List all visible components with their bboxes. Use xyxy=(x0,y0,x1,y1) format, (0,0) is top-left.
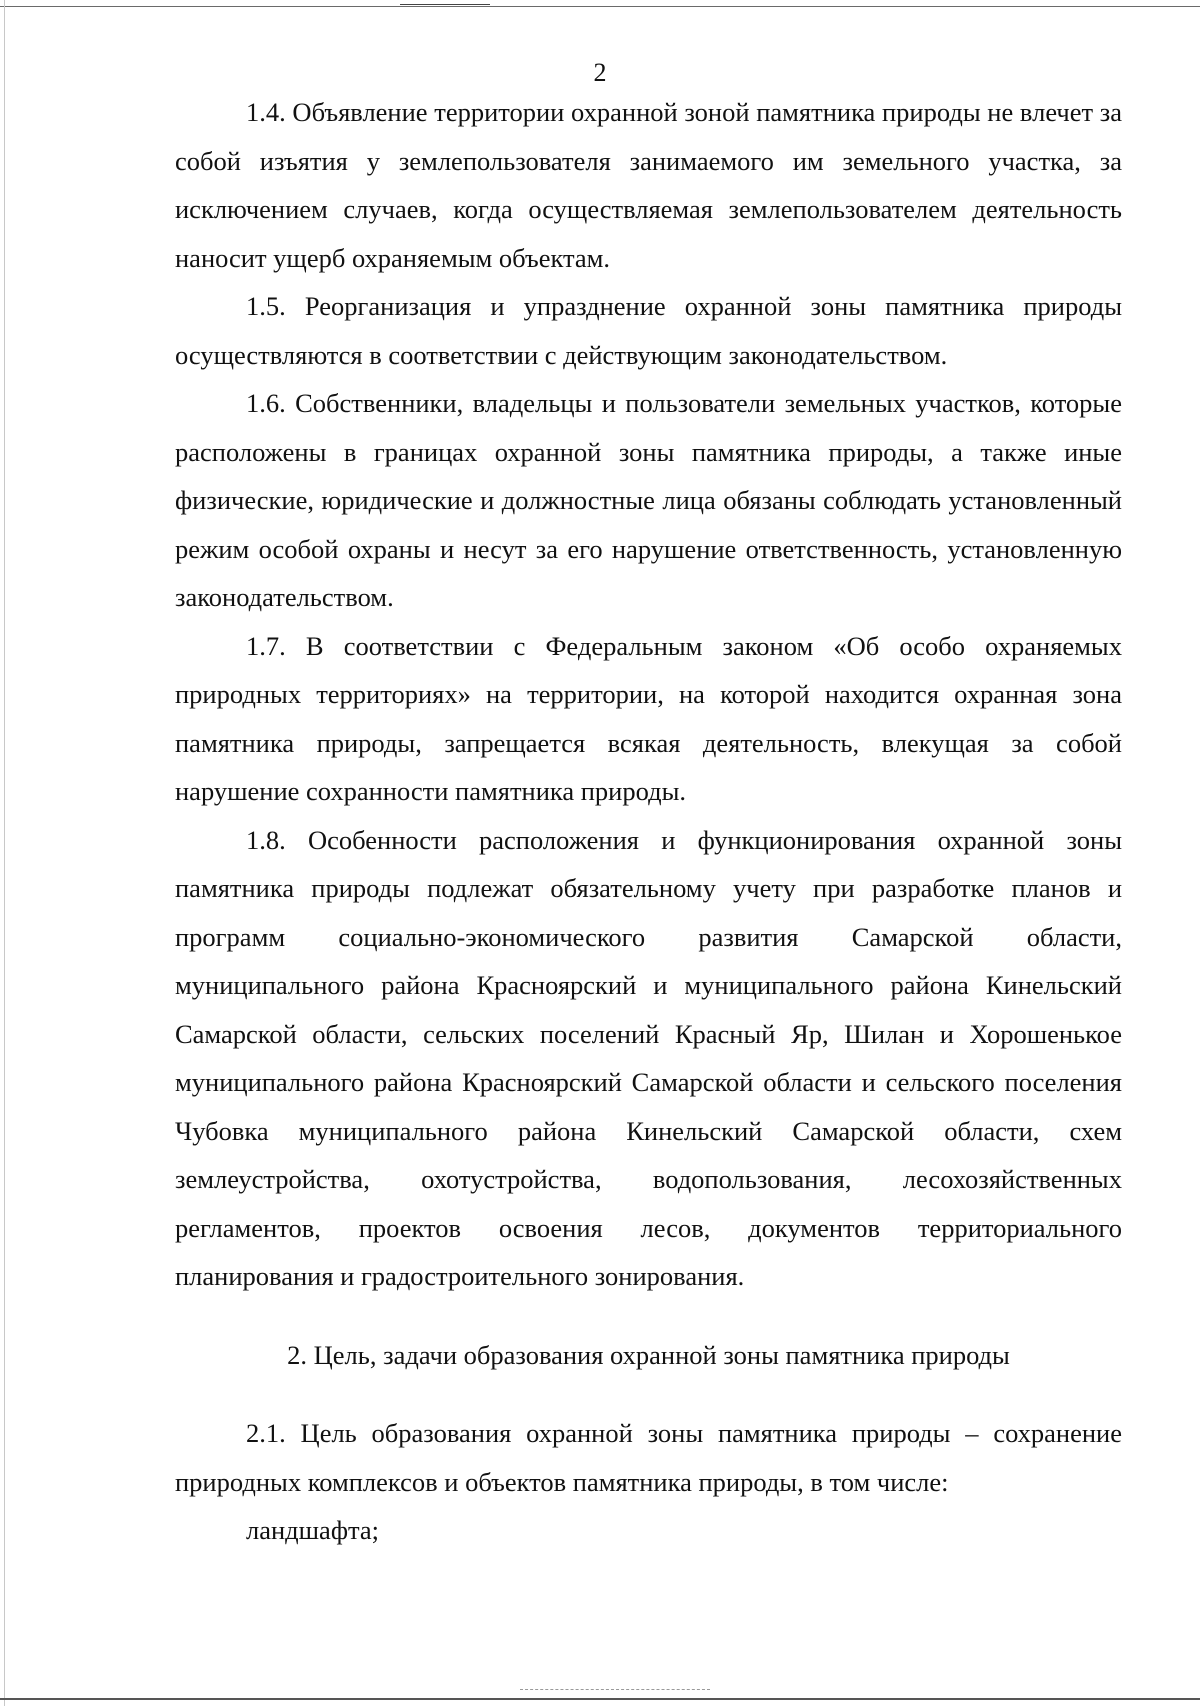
scan-border-top xyxy=(0,6,1200,7)
paragraph-1-5: 1.5. Реорганизация и упразднение охранной зоны памятника природы осуществляются в соответствии с действующим законодательством. xyxy=(175,291,1122,370)
scan-border-bottom-mark xyxy=(520,1689,710,1690)
paragraph-1-8: 1.8. Особенности расположения и функционирования охранной зоны памятника природы подлежат обязательному учету при разработке планов и программ социально-экономического развития Самарской области, муниципального района Красноярский и муниципального района Кинельский Самарской области, сельских поселений Красный Яр, Шилан и Хорошенькое муниципального района Красноярский Самарской области и сельского поселения Чубовка муниципального района Кинельский Самарской области, схем землеустройства, охотустройства, водопользования, лесохозяйственных регламентов, проектов освоения лесов, документов территориального планирования и градостроительного зонирования. xyxy=(175,824,1122,1291)
paragraph-1-6: 1.6. Собственники, владельцы и пользователи земельных участков, которые расположены в границах охранной зоны памятника природы, а также иные физические, юридические и должностные лица обязаны соблюдать установленный режим особой охраны и несут за его нарушение ответственность, установленную законодательством. xyxy=(175,388,1122,612)
document-body xyxy=(175,88,1122,1555)
paragraph-2-1: 2.1. Цель образования охранной зоны памятника природы – сохранение природных комплексов и объектов памятника природы, в том числе: xyxy=(175,1418,1122,1497)
paragraph-1-4: 1.4. Объявление территории охранной зоной памятника природы не влечет за собой изъятия у землепользователя занимаемого им земельного участка, за исключением случаев, когда осуществляемая землепользователем деятельность наносит ущерб охраняемым объектам. xyxy=(175,97,1122,273)
paragraph-1-7: 1.7. В соответствии с Федеральным законом «Об особо охраняемых природных территориях» на территории, на которой находится охранная зона памятника природы, запрещается всякая деятельность, влекущая за собой нарушение сохранности памятника природы. xyxy=(175,630,1122,806)
page-number: 2 xyxy=(593,58,607,87)
section-2-heading: 2. Цель, задачи образования охранной зоны памятника природы xyxy=(287,1339,1010,1370)
scan-border-top-mark xyxy=(400,4,490,5)
scan-border-left xyxy=(4,0,5,1706)
scan-border-bottom xyxy=(0,1698,1200,1700)
list-item-landscape: ландшафта; xyxy=(246,1515,380,1545)
